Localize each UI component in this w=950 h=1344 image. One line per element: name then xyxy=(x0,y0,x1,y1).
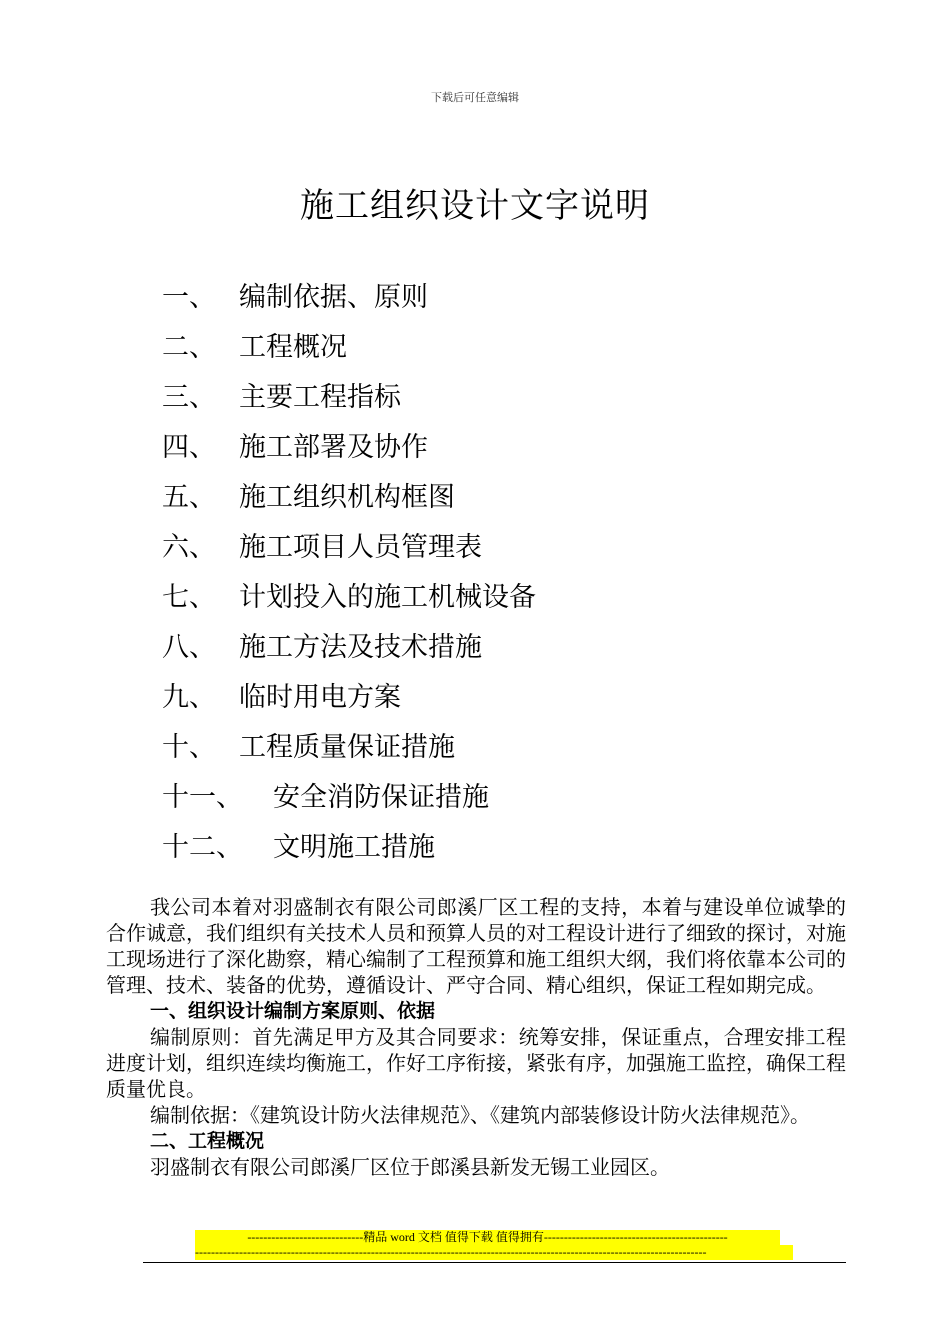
section-2-heading: 二、工程概况 xyxy=(150,1130,265,1152)
document-title: 施工组织设计文字说明 xyxy=(300,186,650,226)
body-text xyxy=(106,894,846,1180)
footer-divider xyxy=(143,1262,846,1263)
toc-item-number: 四、 xyxy=(162,432,216,463)
toc-item-number: 九、 xyxy=(162,682,216,713)
toc-item xyxy=(162,628,862,678)
toc-item-number: 二、 xyxy=(162,332,216,363)
toc-item xyxy=(162,328,862,378)
header-note: 下载后可任意编辑 xyxy=(431,91,519,104)
intro-paragraph: 我公司本着对羽盛制衣有限公司郎溪厂区工程的支持，本着与建设单位诚挚的合作诚意，我们组织有关技术人员和预算人员的对工程设计进行了细致的探讨，对施工现场进行了深化勘察，精心编制了工程预算和施工组织大纲，我们将依靠本公司的管理、技术、装备的优势，遵循设计、严守合同、精心组织，保证工程如期完成。 xyxy=(106,895,846,997)
toc-item-number: 七、 xyxy=(162,582,216,613)
principle-paragraph: 编制原则：首先满足甲方及其合同要求：统筹安排，保证重点，合理安排工程进度计划，组织连续均衡施工，作好工序衔接，紧张有序，加强施工监控，确保工程质量优良。 xyxy=(106,1025,846,1101)
toc-item-number: 三、 xyxy=(162,382,216,413)
footer-banner-line-2: -------------------------------------------------------------------------------------------------------------------------------- xyxy=(195,1245,793,1260)
toc-item-label: 编制依据、原则 xyxy=(239,282,428,313)
toc-item-number: 十、 xyxy=(162,732,216,763)
toc-item-number: 十一、 xyxy=(162,782,243,813)
toc-item xyxy=(162,778,862,828)
toc-item-label: 施工项目人员管理表 xyxy=(239,532,482,563)
toc-item-label: 文明施工措施 xyxy=(273,832,435,863)
toc-item xyxy=(162,378,862,428)
footer-banner-line-1: -----------------------------精品 word 文档 值得下载 值得拥有---------------------------------------------- xyxy=(195,1230,780,1245)
toc-item xyxy=(162,728,862,778)
toc-item xyxy=(162,428,862,478)
toc-item xyxy=(162,478,862,528)
toc-item-number: 十二、 xyxy=(162,832,243,863)
toc-item xyxy=(162,278,862,328)
toc-item-label: 临时用电方案 xyxy=(239,682,401,713)
toc-item-label: 施工部署及协作 xyxy=(239,432,428,463)
basis-paragraph: 编制依据：《建筑设计防火法律规范》、《建筑内部装修设计防火法律规范》。 xyxy=(150,1103,810,1127)
toc-item xyxy=(162,578,862,628)
toc-item-label: 施工方法及技术措施 xyxy=(239,632,482,663)
toc-item-label: 工程质量保证措施 xyxy=(239,732,455,763)
toc-item-label: 主要工程指标 xyxy=(239,382,401,413)
toc-item-label: 安全消防保证措施 xyxy=(273,782,489,813)
toc-item-number: 一、 xyxy=(162,282,216,313)
toc-item-number: 六、 xyxy=(162,532,216,563)
toc-item xyxy=(162,828,862,878)
toc-item xyxy=(162,528,862,578)
toc-item-label: 工程概况 xyxy=(239,332,347,363)
overview-paragraph: 羽盛制衣有限公司郎溪厂区位于郎溪县新发无锡工业园区。 xyxy=(150,1155,670,1179)
table-of-contents xyxy=(162,278,862,878)
toc-item-label: 计划投入的施工机械设备 xyxy=(239,582,536,613)
toc-item-number: 八、 xyxy=(162,632,216,663)
toc-item xyxy=(162,678,862,728)
toc-item-number: 五、 xyxy=(162,482,216,513)
section-1-heading: 一、组织设计编制方案原则、依据 xyxy=(150,1000,436,1022)
toc-item-label: 施工组织机构框图 xyxy=(239,482,455,513)
